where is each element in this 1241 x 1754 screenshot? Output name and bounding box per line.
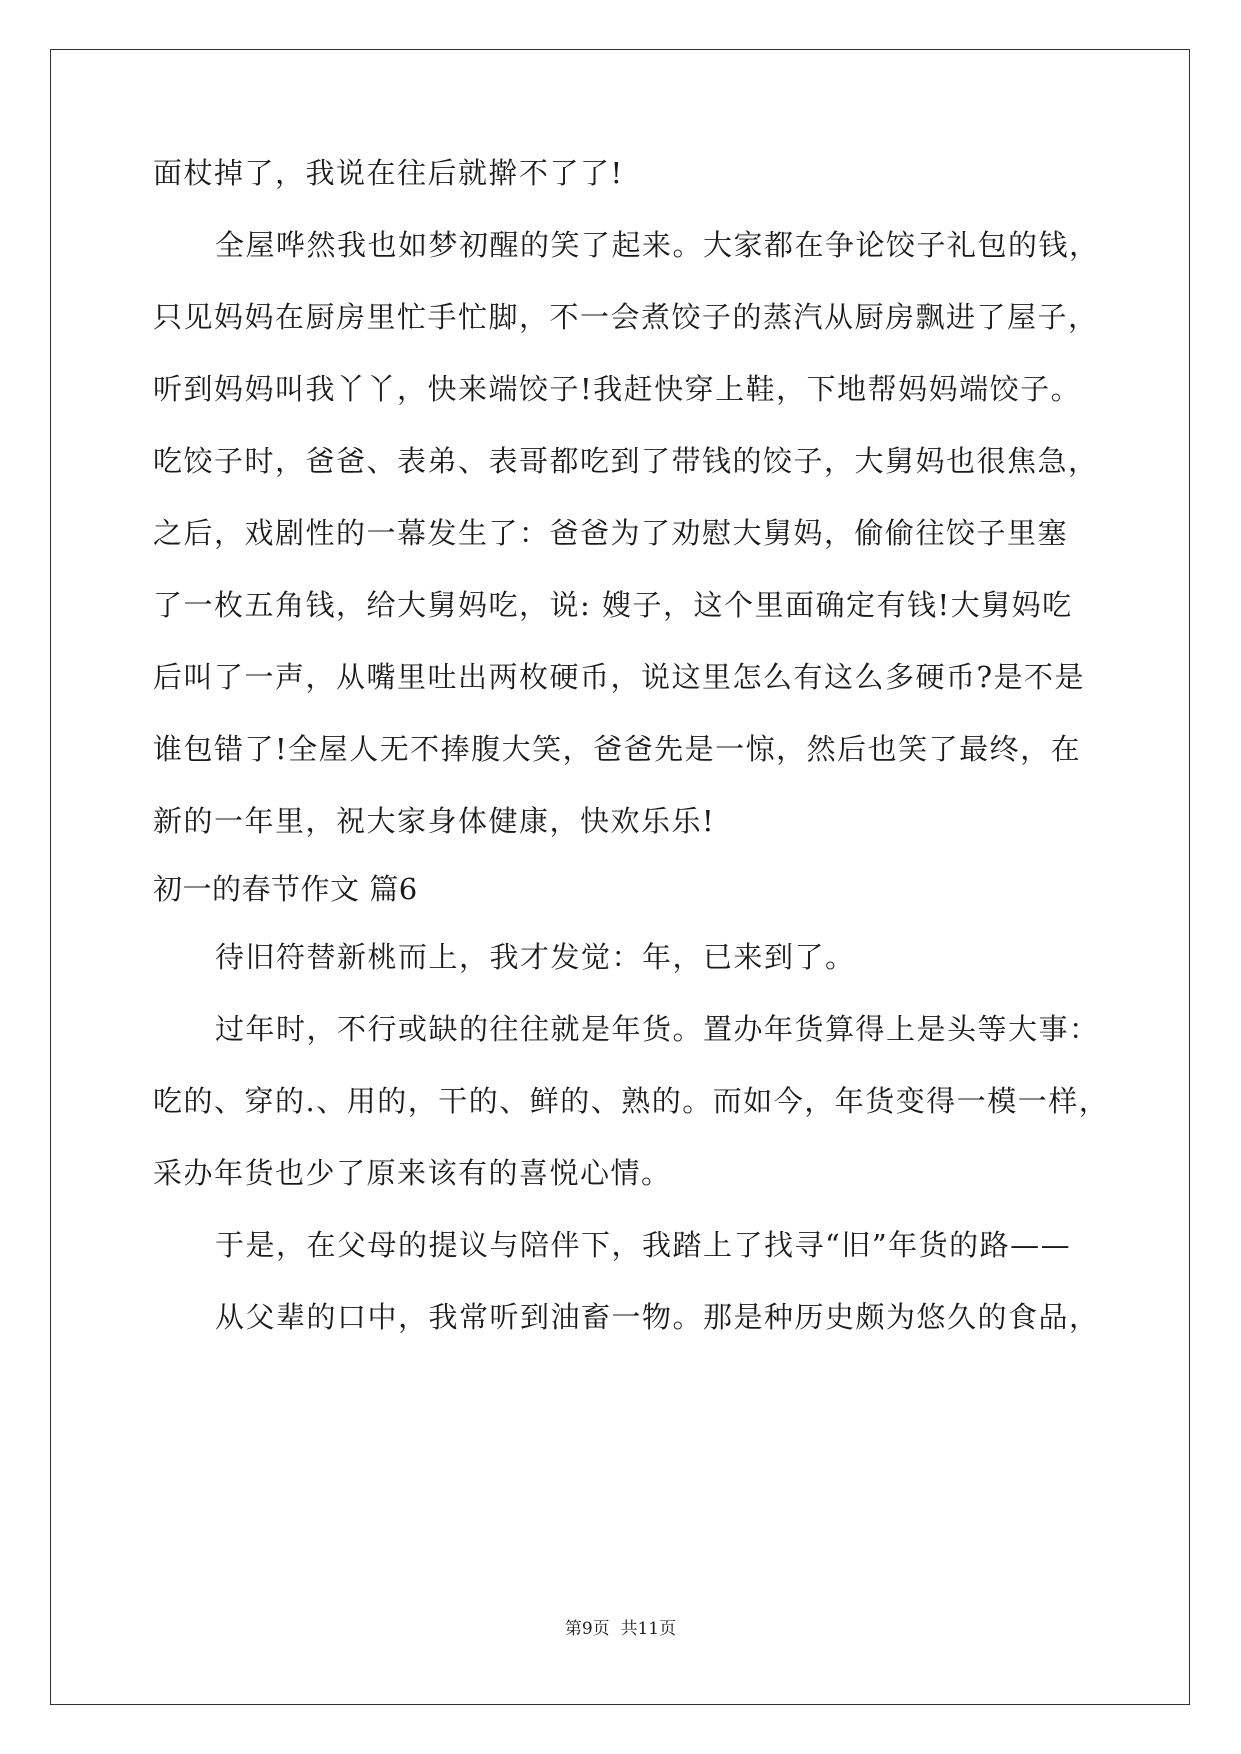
body-line-10: 新的一年里，祝大家身体健康，快欢乐乐! [153,804,716,838]
page-number-footer: 第9页 共11页 [564,1619,677,1639]
body-line-14: 吃的、穿的.、用的，干的、鲜的、熟的。而如今，年货变得一模一样， [153,1084,1110,1118]
body-line-15: 采办年货也少了原来该有的喜悦心情。 [153,1156,672,1190]
body-line-7: 了一枚五角钱，给大舅妈吃，说: 嫂子，这个里面确定有钱!大舅妈吃 [153,588,1073,622]
body-line-16: 于是，在父母的提议与陪伴下，我踏上了找寻“旧”年货的路—— [215,1228,1072,1262]
body-line-17: 从父辈的口中，我常听到油畜一物。那是种历史颇为悠久的食品， [215,1300,1100,1334]
body-line-13: 过年时，不行或缺的往往就是年货。置办年货算得上是头等大事： [215,1012,1100,1046]
body-line-1: 面杖掉了，我说在往后就擀不了了! [153,156,624,190]
body-line-6: 之后，戏剧性的一幕发生了：爸爸为了劝慰大舅妈，偷偷往饺子里塞 [153,516,1069,550]
body-line-4: 听到妈妈叫我丫丫，快来端饺子!我赶快穿上鞋，下地帮妈妈端饺子。 [153,372,1082,406]
body-line-12: 待旧符替新桃而上，我才发觉：年，已来到了。 [215,940,856,974]
body-line-3: 只见妈妈在厨房里忙手忙脚，不一会煮饺子的蒸汽从厨房飘进了屋子， [153,300,1099,334]
body-line-9: 谁包错了!全屋人无不捧腹大笑，爸爸先是一惊，然后也笑了最终，在 [153,732,1082,766]
section-heading: 初一的春节作文 篇6 [153,872,418,906]
body-line-2: 全屋哗然我也如梦初醒的笑了起来。大家都在争论饺子礼包的钱， [215,228,1100,262]
body-line-5: 吃饺子时，爸爸、表弟、表哥都吃到了带钱的饺子，大舅妈也很焦急， [153,444,1099,478]
body-line-8: 后叫了一声，从嘴里吐出两枚硬币，说这里怎么有这么多硬币?是不是 [153,660,1086,694]
